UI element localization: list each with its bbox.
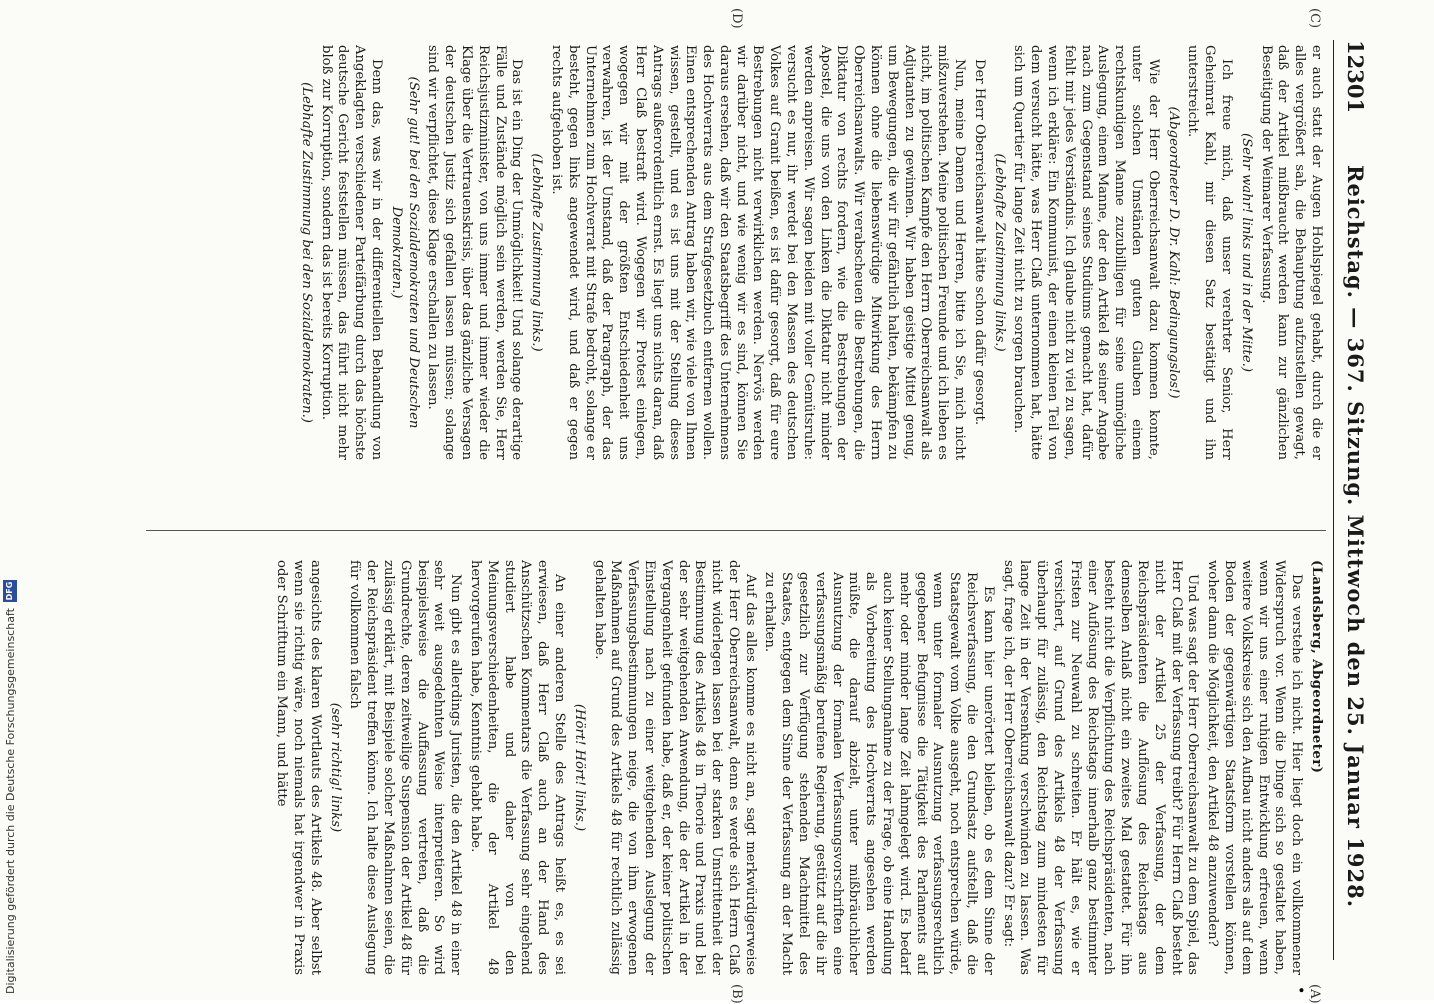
right-column	[154, 45, 1324, 460]
margin-marker-d: (D)	[729, 8, 744, 29]
footer-text: Digitalisierung gefördert durch die Deutsche Forschungsgemeinschaft	[3, 608, 17, 994]
header-title: Reichstag. — 367. Sitzung. Mittwoch den 25. Januar 1928.	[1343, 165, 1369, 909]
left-column	[154, 560, 1324, 975]
speaker-label: (Landsberg, Abgeordneter)	[1309, 560, 1324, 774]
margin-marker-c: (C)	[1307, 8, 1322, 29]
paragraph: Der Herr Oberreichsanwalt hätte schon dafür gesorgt.	[971, 59, 987, 426]
interjection: (Lebhafte Zustimmung bei den Sozialdemokraten.)	[298, 82, 314, 423]
header-page-number: 12301	[1343, 40, 1369, 114]
paragraph: Das ist ein Ding der Unmöglichkeit! Und solange derartige Fälle und Zustände möglich sein werden, werden Sie, Herr Reichsjustizminister, von uns immer und immer wieder die Klage über die Vertrauenskrisis, über das gänzliche Versagen der deutschen Justiz sich gefallen lassen müssen; solange sind wir verpflichtet, diese Klage erschallen zu lassen.	[425, 45, 525, 460]
margin-marker-a: (A)	[1307, 984, 1322, 1004]
interjection: (Sehr wahr! links und in der Mitte.)	[1238, 132, 1254, 373]
paragraph: Nun gibt es allerdings Juristen, die den Artikel 48 in einer sehr weit ausgedehnten Weise interpretieren. So wird beispielsweise die Auffassung vertreten, daß die Grundrechte, deren zeitweilige Suspension der Artikel 48 für zulässig erklärt, mit Beispiele solcher Maßnahmen seien, die der Reichspräsident treffen könne. Ich halte diese Auslegung für vollkommen falsch	[347, 560, 464, 975]
paragraph: Nun, meine Damen und Herren, bitte ich Sie, mich nicht mißzuverstehen. Meine politischen Freunde und ich lieben es nicht, im politischen Kampfe den Herrn Oberreichsanwalt als Adjutanten zu gewinnen. Wir haben geistige Mittel genug, um Bewegungen, die wir für gefährlich halten, bekämpfen zu können ohne die liebenswürdige Mitwirkung des Herrn Oberreichsanwalts. Wir verabscheuen die Bestrebungen, die Diktatur von rechts fordern, wie die Bestrebungen der Apostel, die uns von den Linken die Diktatur nicht minder werden anpreisen. Wir sagen beiden mit voller Gemütsruhe: versucht es nur, ihr werdet bei den Massen des deutschen Volkes auf Granit beißen, es ist dafür gesorgt, daß für eure Bestrebungen nicht verwirklichen werden. Nervös werden wir darüber nicht, und wie wenig wir es sind, können Sie daraus ersehen, daß wir den Staatsbegriff des Unternehmens des Hochverrats aus dem Strafgesetzbuch entfernen wollen. Einen entsprechenden Antrag haben wir, wie viele von Ihnen wissen, gestellt, und es ist uns mit der Stellung dieses Antrags außerordentlich ernst. Es liegt uns nichts daran, daß Herr Claß bestraft wird. Wogegen wir Protest einlegen, wogegen wir mit der größten Entschiedenheit uns verwahren, ist der Umstand, daß der Paragraph, der das Unternehmen zum Hochverrat mit Strafe bedroht, solange er besteht, gegen links angewendet wird, und daß er gegen rechts aufgehoben ist.	[548, 45, 968, 460]
footer-strip	[0, 0, 20, 1000]
header-rule	[1333, 40, 1334, 960]
margin-marker-b: (B)	[729, 984, 744, 1004]
paragraph: Denn das, was wir in der differentiellen Behandlung von Angeklagten verschiedener Parteifärbung durch das höchste deutsche Gericht feststellen müssen, das führt nicht mehr bloß zur Korruption, sondern das ist bereits Korruption.	[318, 45, 384, 460]
page-header	[1338, 40, 1374, 960]
paragraph: er auch statt der Augen Hohlspiegel gehabt, durch die er alles vergrößert sah, die Behauptung aufzustellen gewagt, daß der Artikel mißbraucht werden kann zur gänzlichen Beseitigung der Weimarer Verfassung.	[1258, 45, 1324, 460]
interjection: (Lebhafte Zustimmung links.)	[991, 153, 1007, 352]
paragraph: angesichts des klaren Wortlauts des Artikels 48. Aber selbst wenn sie richtig wäre, noch niemals hat irgendwer in Praxis oder Schrifttum ein Mann, und hätte	[274, 560, 323, 975]
interjection: (Hört! Hört! links.)	[571, 703, 587, 832]
paragraph: An einer anderen Stelle des Antrags heißt es, es sei erwiesen, daß Herr Claß auch an der Hand des Anschützschen Kommentars die Verfassung sehr eingehend studiert habe und daher von den Meinungsverschiedenheiten, die der Artikel 48 hervorgerufen habe, Kenntnis gehabt habe.	[467, 560, 567, 975]
interjection: (Abgeordneter D. Dr. Kahl: Bedingungslos!)	[1165, 106, 1181, 399]
paragraph: Auf das alles komme es nicht an, sagt merkwürdigerweise der Herr Oberreichsanwalt, denn es werde sich Herrn Claß nicht widerlegen lassen bei der starken Umstrittenheit der Bestimmung des Artikels 48 in Theorie und Praxis und bei der sehr weitgehenden Anwendung, die der Artikel in der Vergangenheit gefunden habe, daß er, der keiner politischen Einstellung nach zu einer weitgehenden Auslegung der Verfassungsbestimmungen neige, die von ihm erwogenen Maßnahmen auf Grund des Artikels 48 für rechtlich zulässig gehalten habe.	[591, 560, 758, 975]
dfg-logo-icon: DFG	[3, 580, 17, 602]
quote-paragraph: Es kann hier unerörtert bleiben, ob es dem Sinne der Reichsverfassung, die den Grundsatz aufstellt, daß die Staatsgewalt vom Volke ausgeht, noch entsprechen würde, wenn unter formaler Ausnutzung verfassungsrechtlich gegebener Befugnisse die Tätigkeit des Parlaments auf mehr oder minder lange Zeit lahmgelegt wird. Es bedarf auch keiner Stellungnahme zu der Frage, ob eine Handlung als Vorbereitung des Hochverrats angesehen werden müßte, die darauf abzielt, unter mißbräuchlicher Ausnutzung der formalen Verfassungsvorschriften eine verfassungsmäßig berufene Regierung, gestützt auf die ihr gesetzlich zur Verfügung stehenden Machtmittel des Staates, entgegen dem Sinne der Verfassung an der Macht zu erhalten.	[762, 572, 996, 975]
paragraph: Wie der Herr Oberreichsanwalt dazu kommen konnte, unter solchen Umständen guten Glauben einem rechtskundigen Manne zuzubilligen für seine unmögliche Auslegung, einem Manne, der den Artikel 48 seiner Angabe nach zum Gegenstand seines Studiums gemacht hat, dafür fehlt mir jedes Verständnis. Ich glaube nicht zu viel zu sagen, wenn ich erkläre: Ein Kommunist, der einen kleinen Teil von dem versucht hätte, was Herr Claß unternommen hat, hätte sich um Quartier für lange Zeit nicht zu sorgen brauchen.	[1011, 45, 1161, 460]
paragraph: Ich freue mich, daß unser verehrter Senior, Herr Geheimrat Kahl, mir diesen Satz bestätigt und ihn unterstreicht.	[1185, 45, 1235, 460]
paragraph: Und was sagt der Herr Oberreichsanwalt zu dem Spiel, das Herr Claß mit der Verfassung treibt? Für Herrn Claß besteht nicht der Artikel 25 der Verfassung, der dem Reichspräsidenten die Auflösung des Reichstags aus demselben Anlaß nicht ein zweites Mal gestattet. Für ihn besteht nicht die Verpflichtung des Reichspräsidenten, nach einer Auflösung des Reichstags innerhalb ganz bestimmter Fristen zur Neuwahl zu schreiten. Er hält es, wie er versichert, auf Grund des Artikels 48 der Verfassung überhaupt für zulässig, den Reichstag zum mindesten für lange Zeit in der Versenkung verschwinden zu lassen. Was sagt, frage ich, der Herr Oberreichsanwalt dazu? Er sagt:	[1000, 560, 1201, 975]
bullet-icon: •	[1292, 986, 1308, 995]
paragraph: Das verstehe ich nicht. Hier liegt doch ein vollkommener Widerspruch vor. Wenn die Dinge sich so gestaltet haben, wenn wir uns einer ruhigen Entwicklung erfreuen, wenn weitere Volkskreise sich den Aufbau nicht anders als auf dem Boden der gegenwärtigen Staatsform vorstellen können, woher dann die Möglichkeit, den Artikel 48 anzuwenden?	[1205, 560, 1305, 975]
interjection: (Lebhafte Zustimmung links.)	[529, 153, 545, 352]
interjection: (Sehr gut! bei den Sozialdemokraten und Deutschen Demokraten.)	[388, 76, 421, 429]
column-divider	[146, 530, 1326, 531]
interjection: (sehr richtig! links)	[327, 702, 343, 833]
